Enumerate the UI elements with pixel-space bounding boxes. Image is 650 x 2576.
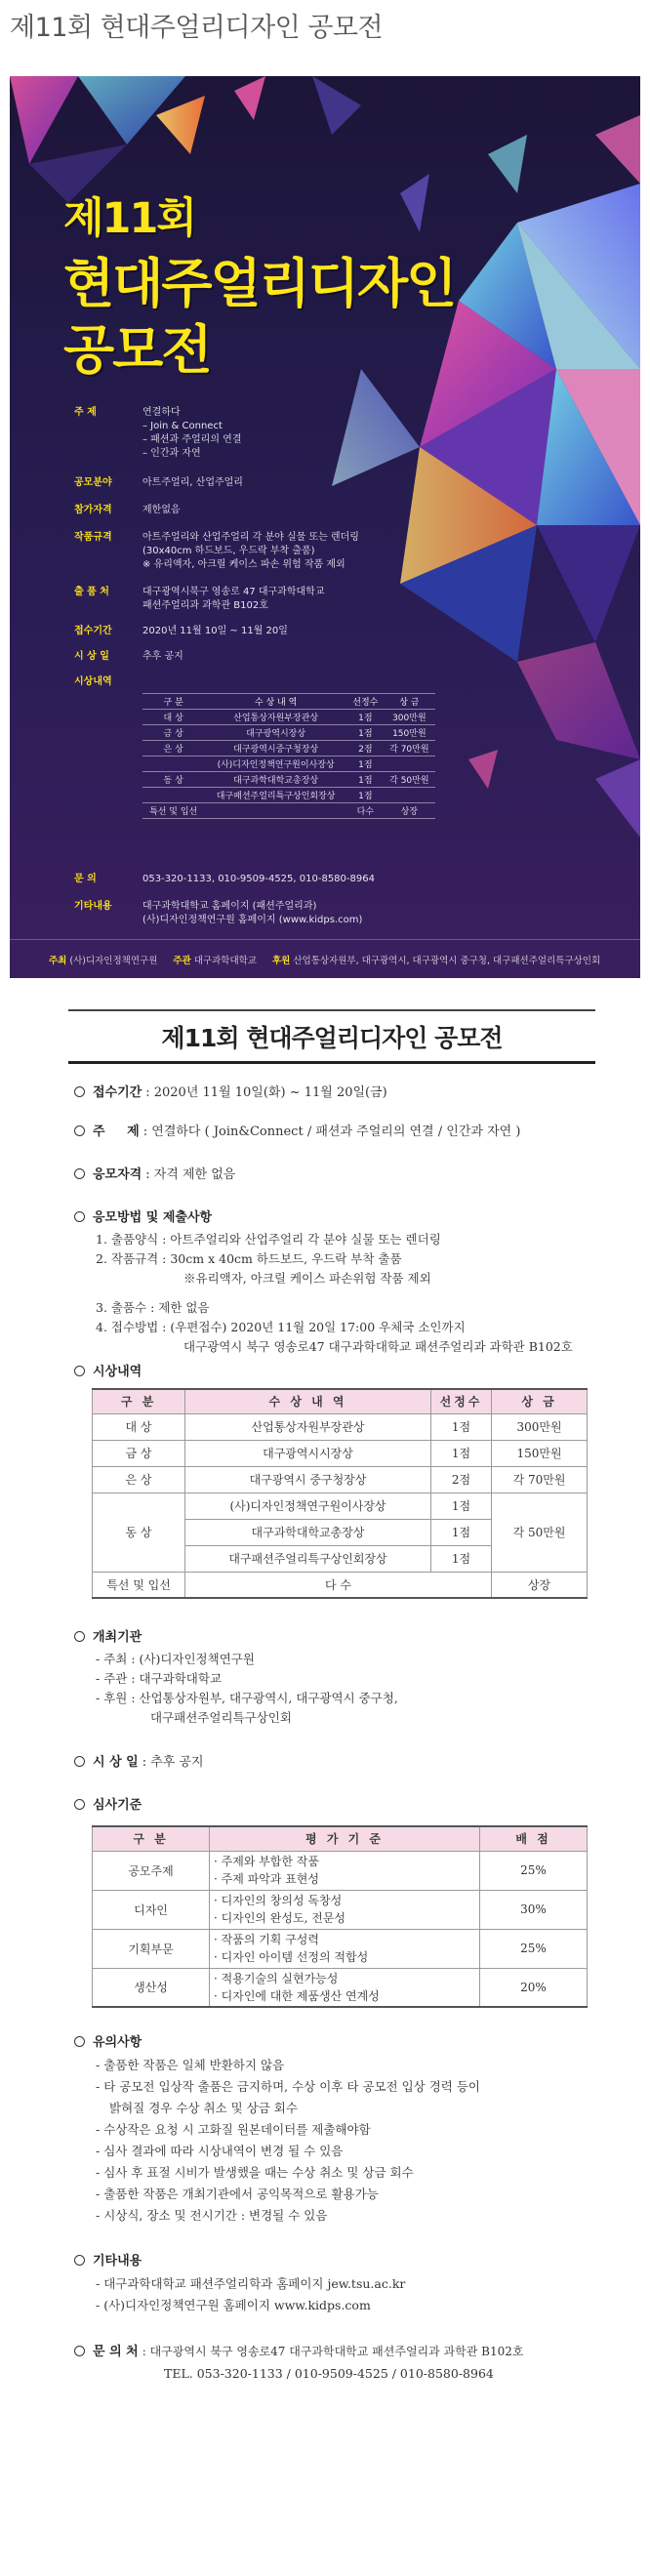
criteria-line: · 작품의 기획 구성력 [214, 1933, 319, 1946]
award-money: 150만원 [492, 1440, 588, 1466]
contact-tel: TEL. 053-320-1133 / 010-9509-4525 / 010-8580-8964 [164, 2366, 494, 2381]
poster-prize-cell [204, 803, 347, 819]
award-count: 1점 [431, 1519, 492, 1545]
poster-contest-name-line1: 현대주얼리디자인 [63, 253, 456, 314]
poster-prize-cell: 대 상 [142, 710, 204, 725]
poster-prize-row [142, 741, 435, 756]
poster-prize-cell: 대구광역시장상 [204, 725, 347, 741]
poster-prize-cell: 다수 [347, 803, 384, 819]
section-value: : 대구광역시 북구 영송로47 대구과학대학교 패션주얼리과 과학관 B102호 [142, 2345, 524, 2358]
circle-bullet-icon [74, 1366, 85, 1376]
poster-prize-cell: 상장 [384, 803, 435, 819]
criteria-line: · 디자인 아이템 선정의 적합성 [214, 1950, 369, 1964]
poster-prize-cell: 150만원 [384, 725, 435, 741]
award-category: 동 상 [93, 1492, 185, 1572]
section-value: : 2020년 11월 10일(화) ~ 11월 20일(금) [145, 1085, 387, 1100]
criteria-header: 구 분 [93, 1826, 210, 1851]
award-money: 각 50만원 [492, 1492, 588, 1572]
criteria-line: · 디자인의 완성도, 전문성 [214, 1911, 345, 1925]
section-value: : 자격 제한 없음 [145, 1167, 236, 1182]
poster-info-line: (30x40cm 하드보드, 우드락 부착 출품) [142, 546, 315, 556]
criteria-header: 평 가 기 준 [210, 1826, 480, 1851]
section-label: 심사기준 [93, 1798, 142, 1813]
poster-edition: 제11회 [63, 194, 195, 243]
poster-prize-header: 수 상 내 역 [204, 694, 347, 710]
criteria-score: 20% [480, 1968, 588, 2007]
poster-prize-cell: 특선 및 입선 [142, 803, 204, 819]
poster-prize-cell: 금 상 [142, 725, 204, 741]
section-method [74, 1208, 640, 1357]
poster-prize-cell: 2점 [347, 741, 384, 756]
poster-prize-cell: 은 상 [142, 741, 204, 756]
poster-prize-cell: 각 50만원 [384, 772, 435, 788]
criteria-score: 30% [480, 1890, 588, 1929]
poster-info-line: – 인간과 자연 [142, 448, 201, 459]
award-name: 대구광역시시장상 [185, 1440, 431, 1466]
poster-footer-host: 주최 (사)디자인정책연구원 [49, 955, 158, 966]
poster-info-key: 시 상 일 [74, 651, 109, 662]
section-label: 응모자격 [93, 1167, 142, 1182]
poster-footer-organizer: 주관 대구과학대학교 [173, 955, 257, 966]
poster-info-line: 053-320-1133, 010-9509-4525, 010-8580-8964 [142, 874, 375, 884]
section-label: 주 제 [93, 1124, 140, 1139]
poster-prize-header: 선정수 [347, 694, 384, 710]
criteria-category: 공모주제 [93, 1851, 210, 1890]
method-line: 2. 작품규격 : 30cm x 40cm 하드보드, 우드락 부착 출품 [96, 1251, 402, 1266]
table-row [93, 1968, 588, 2007]
poster-prize-cell: 각 70만원 [384, 741, 435, 756]
notice-title: 제11회 현대주얼리디자인 공모전 [161, 1023, 503, 1052]
award-name: 대구광역시 중구청장상 [185, 1466, 431, 1492]
section-theme [74, 1123, 640, 1142]
section-ceremony [74, 1753, 640, 1773]
poster-prize-row [142, 788, 435, 803]
poster-prize-header: 상 금 [384, 694, 435, 710]
table-row [93, 1492, 588, 1519]
poster-info-line: (사)디자인정책연구원 홈페이지 (www.kidps.com) [142, 915, 363, 925]
circle-bullet-icon [74, 1211, 85, 1222]
table-row [93, 1466, 588, 1492]
section-label: 접수기간 [93, 1085, 142, 1100]
caution-line: - 수상작은 요청 시 고화질 원본데이터를 제출해야함 [96, 2122, 371, 2137]
table-row [93, 1851, 588, 1890]
section-etc [74, 2252, 640, 2316]
notice-title-bar [68, 1009, 595, 1064]
criteria-table [92, 1825, 588, 2008]
poster-info-key: 참가자격 [74, 505, 112, 515]
poster-prize-cell: 산업통상자원부장관상 [204, 710, 347, 725]
award-category: 은 상 [93, 1466, 185, 1492]
criteria-line: · 적용기술의 실현가능성 [214, 1971, 339, 1985]
award-count: 1점 [431, 1413, 492, 1440]
poster-info-line: 대구광역시북구 영송로 47 대구과학대학교 [142, 587, 325, 597]
section-label: 시상내역 [93, 1365, 142, 1379]
award-count: 2점 [431, 1466, 492, 1492]
criteria-score: 25% [480, 1929, 588, 1968]
poster-prize-cell [384, 788, 435, 803]
circle-bullet-icon [74, 1756, 85, 1767]
poster-prize-row [142, 710, 435, 725]
section-label: 유의사항 [93, 2035, 142, 2050]
poster-prize-cell [142, 756, 204, 772]
awards-header: 선정수 [431, 1389, 492, 1413]
table-row [93, 1413, 588, 1440]
caution-line: 밝혀질 경우 수상 취소 및 상금 회수 [109, 2101, 298, 2115]
method-line: 대구광역시 북구 영송로47 대구과학대학교 패션주얼리과 과학관 B102호 [183, 1339, 573, 1354]
table-row [93, 1890, 588, 1929]
poster-info-key: 접수기간 [74, 626, 112, 636]
poster-prize-row [142, 772, 435, 788]
section-contact [74, 2342, 640, 2384]
host-line: - 후원 : 산업통상자원부, 대구광역시, 대구광역시 중구청, [96, 1691, 398, 1705]
awards-header: 상 금 [492, 1389, 588, 1413]
host-line: - 주최 : (사)디자인정책연구원 [96, 1652, 255, 1666]
poster-prize-row [142, 756, 435, 772]
page-title: 제11회 현대주얼리디자인 공모전 [10, 13, 384, 43]
circle-bullet-icon [74, 1086, 85, 1097]
poster-prize-row [142, 725, 435, 741]
circle-bullet-icon [74, 1631, 85, 1642]
criteria-line: · 디자인의 창의성 독창성 [214, 1894, 343, 1907]
poster-prize-cell: 1점 [347, 710, 384, 725]
award-money: 상장 [492, 1572, 588, 1598]
poster-info-key: 작품규격 [74, 532, 112, 543]
award-count: 1점 [431, 1440, 492, 1466]
section-label: 시 상 일 [93, 1755, 139, 1770]
etc-line: - 대구과학대학교 패션주얼리학과 홈페이지 jew.tsu.ac.kr [96, 2276, 406, 2291]
method-line: ※유리액자, 아크릴 케이스 파손위험 작품 제외 [183, 1271, 431, 1286]
award-category: 대 상 [93, 1413, 185, 1440]
poster-prize-row [142, 803, 435, 819]
award-name: (사)디자인정책연구원이사장상 [185, 1492, 431, 1519]
criteria-category: 디자인 [93, 1890, 210, 1929]
poster-prize-table [142, 693, 435, 819]
poster-prize-cell: 동 상 [142, 772, 204, 788]
criteria-header: 배 점 [480, 1826, 588, 1851]
contest-notice [10, 1009, 640, 2384]
poster-info-key: 시상내역 [74, 676, 112, 687]
poster-prize-cell: (사)디자인정책연구원이사장상 [204, 756, 347, 772]
contest-poster [10, 76, 640, 978]
section-eligibility [74, 1165, 640, 1185]
section-host [74, 1628, 640, 1728]
circle-bullet-icon [74, 1799, 85, 1810]
caution-line: - 심사 후 표절 시비가 발생했을 때는 수상 취소 및 상금 회수 [96, 2165, 414, 2180]
poster-info-line: 패션주얼리과 과학관 B102호 [142, 600, 268, 611]
caution-line: - 심사 결과에 따라 시상내역이 변경 될 수 있음 [96, 2144, 344, 2158]
circle-bullet-icon [74, 1168, 85, 1179]
method-line: 1. 출품양식 : 아트주얼리와 산업주얼리 각 분야 실물 또는 렌더링 [96, 1232, 441, 1247]
award-count: 1점 [431, 1545, 492, 1572]
poster-info-line: ※ 유리액자, 아크릴 케이스 파손 위험 작품 제외 [142, 559, 345, 570]
circle-bullet-icon [74, 2346, 85, 2356]
poster-info-line: 대구과학대학교 홈페이지 (패션주얼리과) [142, 901, 317, 912]
host-line: 대구패션주얼리특구상인회 [150, 1710, 292, 1725]
poster-prize-header: 구 분 [142, 694, 204, 710]
table-row [93, 1929, 588, 1968]
section-value: : 추후 공지 [142, 1755, 204, 1770]
poster-footer-sponsor: 후원 산업통상자원부, 대구광역시, 대구광역시 중구청, 대구패션주얼리특구상인회 [271, 955, 601, 966]
poster-prize-cell: 1점 [347, 725, 384, 741]
poster-prize-cell [384, 756, 435, 772]
criteria-category: 기획부문 [93, 1929, 210, 1968]
criteria-line: · 디자인에 대한 제품생산 연계성 [214, 1988, 380, 2003]
poster-info-key: 기타내용 [74, 901, 112, 912]
criteria-line: · 주제 파악과 표현성 [214, 1872, 319, 1886]
host-line: - 주관 : 대구과학대학교 [96, 1671, 223, 1686]
table-row [93, 1440, 588, 1466]
poster-contest-name-line2: 공모전 [63, 319, 211, 381]
section-label: 응모방법 및 제출사항 [93, 1210, 213, 1225]
section-criteria [74, 1796, 640, 2008]
award-category: 특선 및 입선 [93, 1572, 185, 1598]
poster-footer [10, 939, 640, 978]
criteria-score: 25% [480, 1851, 588, 1890]
awards-header: 수 상 내 역 [185, 1389, 431, 1413]
poster-prize-cell: 1점 [347, 772, 384, 788]
caution-line: - 시상식, 장소 및 전시기간 : 변경될 수 있음 [96, 2208, 328, 2223]
poster-prize-cell [142, 788, 204, 803]
award-name: 대구과학대학교총장상 [185, 1519, 431, 1545]
award-name: 산업통상자원부장관상 [185, 1413, 431, 1440]
criteria-category: 생산성 [93, 1968, 210, 2007]
award-money: 각 70만원 [492, 1466, 588, 1492]
poster-prize-cell: 대구광역시중구청장상 [204, 741, 347, 756]
section-period [74, 1084, 640, 1103]
section-awards [74, 1363, 640, 1599]
award-category: 금 상 [93, 1440, 185, 1466]
poster-prize-cell: 1점 [347, 788, 384, 803]
poster-info-line: – Join & Connect [142, 421, 223, 431]
poster-prize-cell: 300만원 [384, 710, 435, 725]
awards-header: 구 분 [93, 1389, 185, 1413]
method-line: 3. 출품수 : 제한 없음 [96, 1300, 210, 1315]
method-line: 4. 접수방법 : (우편접수) 2020년 11월 20일 17:00 우체국 소인까지 [96, 1320, 466, 1334]
poster-info-key: 출 품 처 [74, 587, 109, 597]
circle-bullet-icon [74, 1125, 85, 1136]
awards-table [92, 1388, 588, 1599]
section-label: 기타내용 [93, 2254, 142, 2269]
poster-info-key: 주 제 [74, 407, 97, 418]
poster-info-line: 추후 공지 [142, 651, 183, 662]
poster-info-line: – 패션과 주얼리의 연결 [142, 434, 242, 445]
poster-info-line: 연결하다 [142, 407, 181, 418]
poster-info-key: 공모분야 [74, 477, 112, 488]
poster-info-line: 아트주얼리와 산업주얼리 각 분야 실물 또는 렌더링 [142, 532, 359, 543]
circle-bullet-icon [74, 2036, 85, 2047]
poster-info-line: 아트주얼리, 산업주얼리 [142, 477, 243, 488]
circle-bullet-icon [74, 2255, 85, 2266]
award-name: 다 수 [185, 1572, 492, 1598]
poster-info-line: 제한없음 [142, 505, 181, 515]
award-name: 대구패션주얼리특구상인회장상 [185, 1545, 431, 1572]
poster-prize-cell: 대구패션주얼리특구상인회장상 [204, 788, 347, 803]
table-row [93, 1572, 588, 1598]
caution-line: - 출품한 작품은 일체 반환하지 않음 [96, 2058, 285, 2072]
criteria-line: · 주제와 부합한 작품 [214, 1855, 319, 1868]
caution-line: - 타 공모전 입상작 출품은 금지하며, 수상 이후 타 공모전 입상 경력 등이 [96, 2079, 480, 2094]
caution-line: - 출품한 작품은 개최기관에서 공익목적으로 활용가능 [96, 2187, 379, 2201]
etc-line: - (사)디자인정책연구원 홈페이지 www.kidps.com [96, 2298, 371, 2312]
poster-prize-cell: 1점 [347, 756, 384, 772]
award-count: 1점 [431, 1492, 492, 1519]
section-label: 개최기관 [93, 1630, 142, 1645]
section-caution [74, 2033, 640, 2227]
section-value: : 연결하다 ( Join&Connect / 패션과 주얼리의 연결 / 인간과 자연 ) [142, 1124, 521, 1139]
award-money: 300만원 [492, 1413, 588, 1440]
section-label: 문 의 처 [93, 2345, 139, 2359]
poster-info-key: 문 의 [74, 874, 97, 884]
poster-info-line: 2020년 11월 10일 ~ 11월 20일 [142, 626, 288, 636]
poster-prize-cell: 대구과학대학교총장상 [204, 772, 347, 788]
